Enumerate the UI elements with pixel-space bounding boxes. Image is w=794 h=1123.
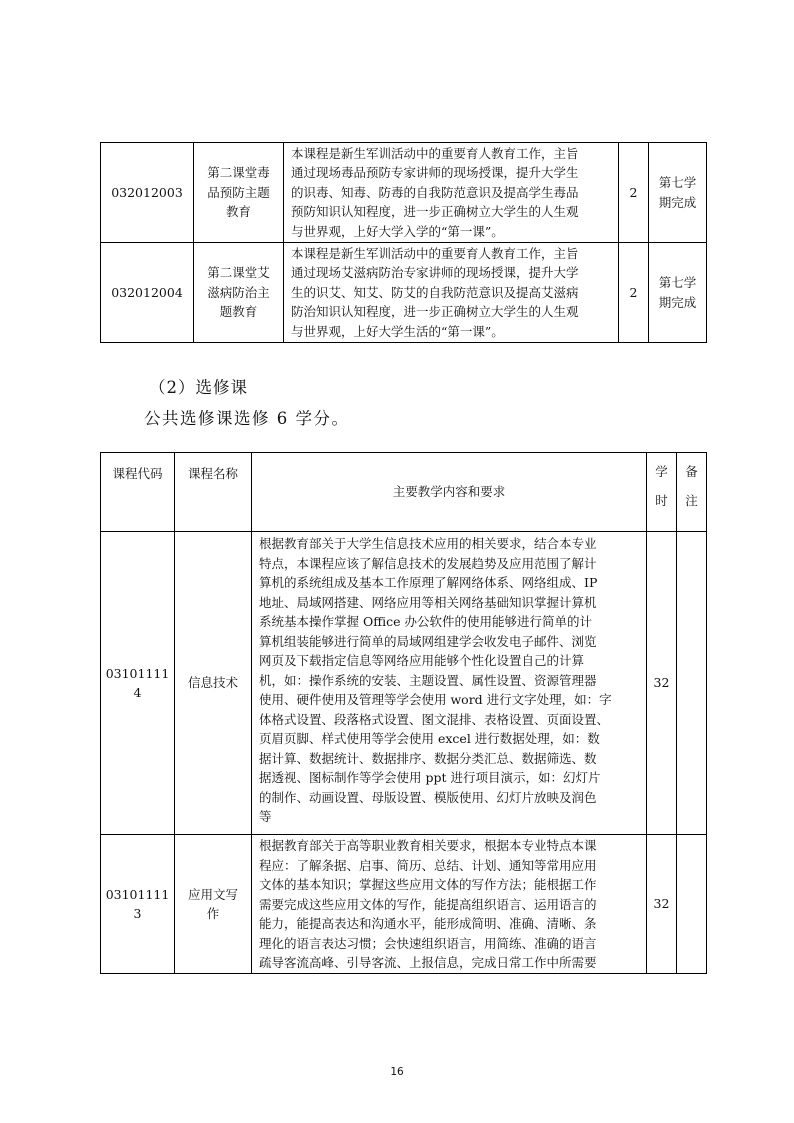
course-hours: 32 [647, 532, 677, 835]
course-content: 根据教育部关于大学生信息技术应用的相关要求，结合本专业 特点，本课程应该了解信息技术的发展趋势及应用范围了解计 算机的系统组成及基本工作原理了解网络体系、网络组成、IP 地址、局域网搭建、网络应用等相关网络基础知识掌握计算机 系统基本操作掌握 Office 办公软件的使用能够进行简单的计 算机组装能够进行简单的局域网组建学会收发电子邮件、浏览 网页及下载指定信息等网络应用能够个性化设置自己的计算 机，如：操作系统的安装、主题设置、属性设置、资源管理器 使用、硬件使用及管理等学会使用 word 进行文字处理，如：字 体格式设置、段落格式设置、图文混排、表格设置、页面设置、 页眉页脚、样式使用等学会使用 excel 进行数据处理，如：数 据计算、数据统计、数据排序、数据分类汇总、数据筛选、数 据透视、图标制作等学会使用 ppt 进行项目演示，如：幻灯片 的制作、动画设置、母版设置、模版使用、幻灯片放映及润色 等 [252, 532, 647, 835]
table-row [101, 835, 707, 974]
course-term: 第七学 期完成 [649, 243, 707, 343]
header-hours: 学 时 [647, 453, 677, 532]
course-hours: 32 [647, 835, 677, 974]
course-code: 032012003 [101, 143, 194, 243]
course-name: 第二课堂毒 品预防主题 教育 [194, 143, 284, 243]
section-note: 公共选修课选修 6 学分。 [144, 409, 350, 428]
course-name: 信息技术 [175, 532, 252, 835]
course-name: 应用文写 作 [175, 835, 252, 974]
course-remark [677, 835, 707, 974]
course-table-continued [100, 142, 707, 343]
header-course-name: 课程名称 [175, 453, 252, 532]
table-row [101, 143, 707, 243]
page-number: 16 [390, 1066, 404, 1078]
course-code: 03101111 4 [101, 532, 175, 835]
course-term: 第七学 期完成 [649, 143, 707, 243]
course-content: 本课程是新生军训活动中的重要育人教育工作，主旨 通过现场艾滋病防治专家讲师的现场授课，提升大学 生的识艾、知艾、防艾的自我防范意识及提高艾滋病 防治知识认知程度，进一步正确树立大学生的人生观 与世界观，上好大学生活的“第一课”。 [284, 243, 619, 343]
header-course-code: 课程代码 [101, 453, 175, 532]
header-content: 主要教学内容和要求 [252, 453, 647, 532]
course-code: 03101111 3 [101, 835, 175, 974]
course-content: 本课程是新生军训活动中的重要育人教育工作，主旨 通过现场毒品预防专家讲师的现场授课，提升大学生 的识毒、知毒、防毒的自我防范意识及提高学生毒品 预防知识认知程度，进一步正确树立大学生的人生观 与世界观，上好大学入学的“第一课”。 [284, 143, 619, 243]
course-content: 根据教育部关于高等职业教育相关要求，根据本专业特点本课 程应：了解条据、启事、简历、总结、计划、通知等常用应用 文体的基本知识；掌握这些应用文体的写作方法；能根据工作 需要完成这些应用文体的写作，能提高组织语言、运用语言的 能力，能提高表达和沟通水平，能形成简明、准确、清晰、条 理化的语言表达习惯；会快速组织语言，用简练、准确的语言 疏导客流高峰、引导客流、上报信息，完成日常工作中所需要 [252, 835, 647, 974]
table-header-row [101, 453, 707, 532]
table-row [101, 243, 707, 343]
table-row [101, 532, 707, 835]
course-remark [677, 532, 707, 835]
course-credit: 2 [619, 143, 649, 243]
course-name: 第二课堂艾 滋病防治主 题教育 [194, 243, 284, 343]
elective-course-table [100, 452, 707, 974]
course-code: 032012004 [101, 243, 194, 343]
header-remark: 备 注 [677, 453, 707, 532]
course-credit: 2 [619, 243, 649, 343]
section-heading: （2）选修课 [149, 378, 248, 397]
